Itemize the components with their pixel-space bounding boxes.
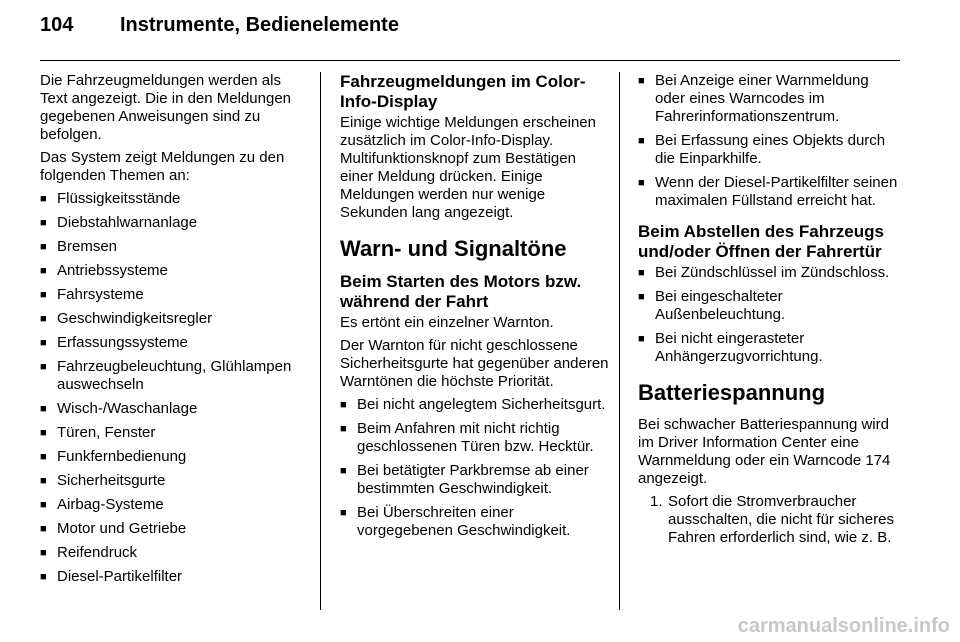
list-item: ■ Bei nicht eingerasteter Anhängerzugvorrichtung. bbox=[638, 330, 902, 366]
column-1 bbox=[40, 72, 310, 592]
list-item: ■ Airbag-Systeme bbox=[40, 496, 310, 514]
page-number: 104 bbox=[40, 14, 74, 36]
heading-color-info-display: Fahrzeugmeldungen im Color-Info-Display bbox=[340, 72, 586, 111]
list-item: ■ Diesel-Partikelfilter bbox=[40, 568, 310, 586]
list-item: ■ Sicherheitsgurte bbox=[40, 472, 310, 490]
column-3 bbox=[638, 72, 902, 551]
list-item: ■ Geschwindigkeitsregler bbox=[40, 310, 310, 328]
list-item: ■ Bei betätigter Parkbremse ab einer bestimmten Geschwindigkeit. bbox=[340, 462, 610, 498]
column-divider-2 bbox=[619, 72, 620, 610]
list-item: ■ Bei nicht angelegtem Sicherheitsgurt. bbox=[340, 396, 610, 414]
list-item: ■ Bei eingeschalteter Außenbeleuchtung. bbox=[638, 288, 902, 324]
list-item: ■ Bremsen bbox=[40, 238, 310, 256]
header-rule bbox=[40, 60, 900, 61]
start-paragraph-1: Es ertönt ein einzelner Warnton. bbox=[340, 314, 554, 331]
abstellen-list bbox=[638, 264, 902, 366]
list-item: ■ Motor und Getriebe bbox=[40, 520, 310, 538]
topic-list bbox=[40, 190, 310, 586]
list-item: ■ Diebstahlwarnanlage bbox=[40, 214, 310, 232]
list-item: ■ Wenn der Diesel-Partikelfilter seinen maximalen Füllstand erreicht hat. bbox=[638, 174, 902, 210]
steps-list bbox=[638, 493, 902, 547]
batterie-paragraph: Bei schwacher Batteriespannung wird im Driver Information Center eine Warnmeldung oder ein Warncode 174 angezeigt. bbox=[638, 416, 891, 487]
list-item: ■ Bei Erfassung eines Objekts durch die Einparkhilfe. bbox=[638, 132, 902, 168]
list-item: ■ Fahrzeugbeleuchtung, Glühlampen auswechseln bbox=[40, 358, 310, 394]
list-item: ■ Funkfernbedienung bbox=[40, 448, 310, 466]
heading-beim-starten: Beim Starten des Motors bzw. während der Fahrt bbox=[340, 272, 582, 311]
watermark: carmanualsonline.info bbox=[737, 615, 950, 637]
column-2 bbox=[340, 72, 610, 546]
list-item: ■ Erfassungssysteme bbox=[40, 334, 310, 352]
list-item: ■ Beim Anfahren mit nicht richtig geschlossenen Türen bzw. Hecktür. bbox=[340, 420, 610, 456]
step-text: Sofort die Stromverbraucher ausschalten, die nicht für sicheres Fahren erforderlich sind, wie z. B. bbox=[668, 493, 894, 546]
start-paragraph-2: Der Warnton für nicht geschlossene Sicherheitsgurte hat gegenüber anderen Warntönen die höchste Priorität. bbox=[340, 337, 609, 390]
list-item: ■ Fahrsysteme bbox=[40, 286, 310, 304]
list-item: ■ Wisch-/Waschanlage bbox=[40, 400, 310, 418]
list-item: ■ Bei Überschreiten einer vorgegebenen Geschwindigkeit. bbox=[340, 504, 610, 540]
warning-condition-list bbox=[340, 396, 610, 540]
list-item: ■ Bei Zündschlüssel im Zündschloss. bbox=[638, 264, 902, 282]
warning-condition-list-cont bbox=[638, 72, 902, 210]
page-header bbox=[40, 14, 399, 50]
list-item: ■ Reifendruck bbox=[40, 544, 310, 562]
step-number: 1. bbox=[650, 493, 663, 510]
intro-paragraph-1: Die Fahrzeugmeldungen werden als Text angezeigt. Die in den Meldungen gegebenen Anweisungen sind zu befolgen. bbox=[40, 72, 292, 143]
page-title: Instrumente, Bedienelemente bbox=[120, 14, 399, 36]
list-item: ■ Türen, Fenster bbox=[40, 424, 310, 442]
list-item: ■ Antriebssysteme bbox=[40, 262, 310, 280]
intro-paragraph-2: Das System zeigt Meldungen zu den folgenden Themen an: bbox=[40, 149, 285, 184]
heading-warn-signaltoene: Warn- und Signaltöne bbox=[340, 236, 567, 261]
list-item: ■ Flüssigkeitsstände bbox=[40, 190, 310, 208]
column-divider-1 bbox=[320, 72, 321, 610]
color-info-paragraph: Einige wichtige Meldungen erscheinen zusätzlich im Color-Info-Display. Multifunktionsknopf zum Bestätigen einer Meldung drücken. Einige Meldungen werden nur wenige Sekunden lang angezeigt. bbox=[340, 114, 596, 221]
heading-batteriespannung: Batteriespannung bbox=[638, 380, 826, 405]
list-item: ■ Bei Anzeige einer Warnmeldung oder eines Warncodes im Fahrerinformationszentrum. bbox=[638, 72, 902, 126]
heading-beim-abstellen: Beim Abstellen des Fahrzeugs und/oder Öffnen der Fahrertür bbox=[638, 222, 884, 261]
step-item bbox=[638, 493, 902, 547]
